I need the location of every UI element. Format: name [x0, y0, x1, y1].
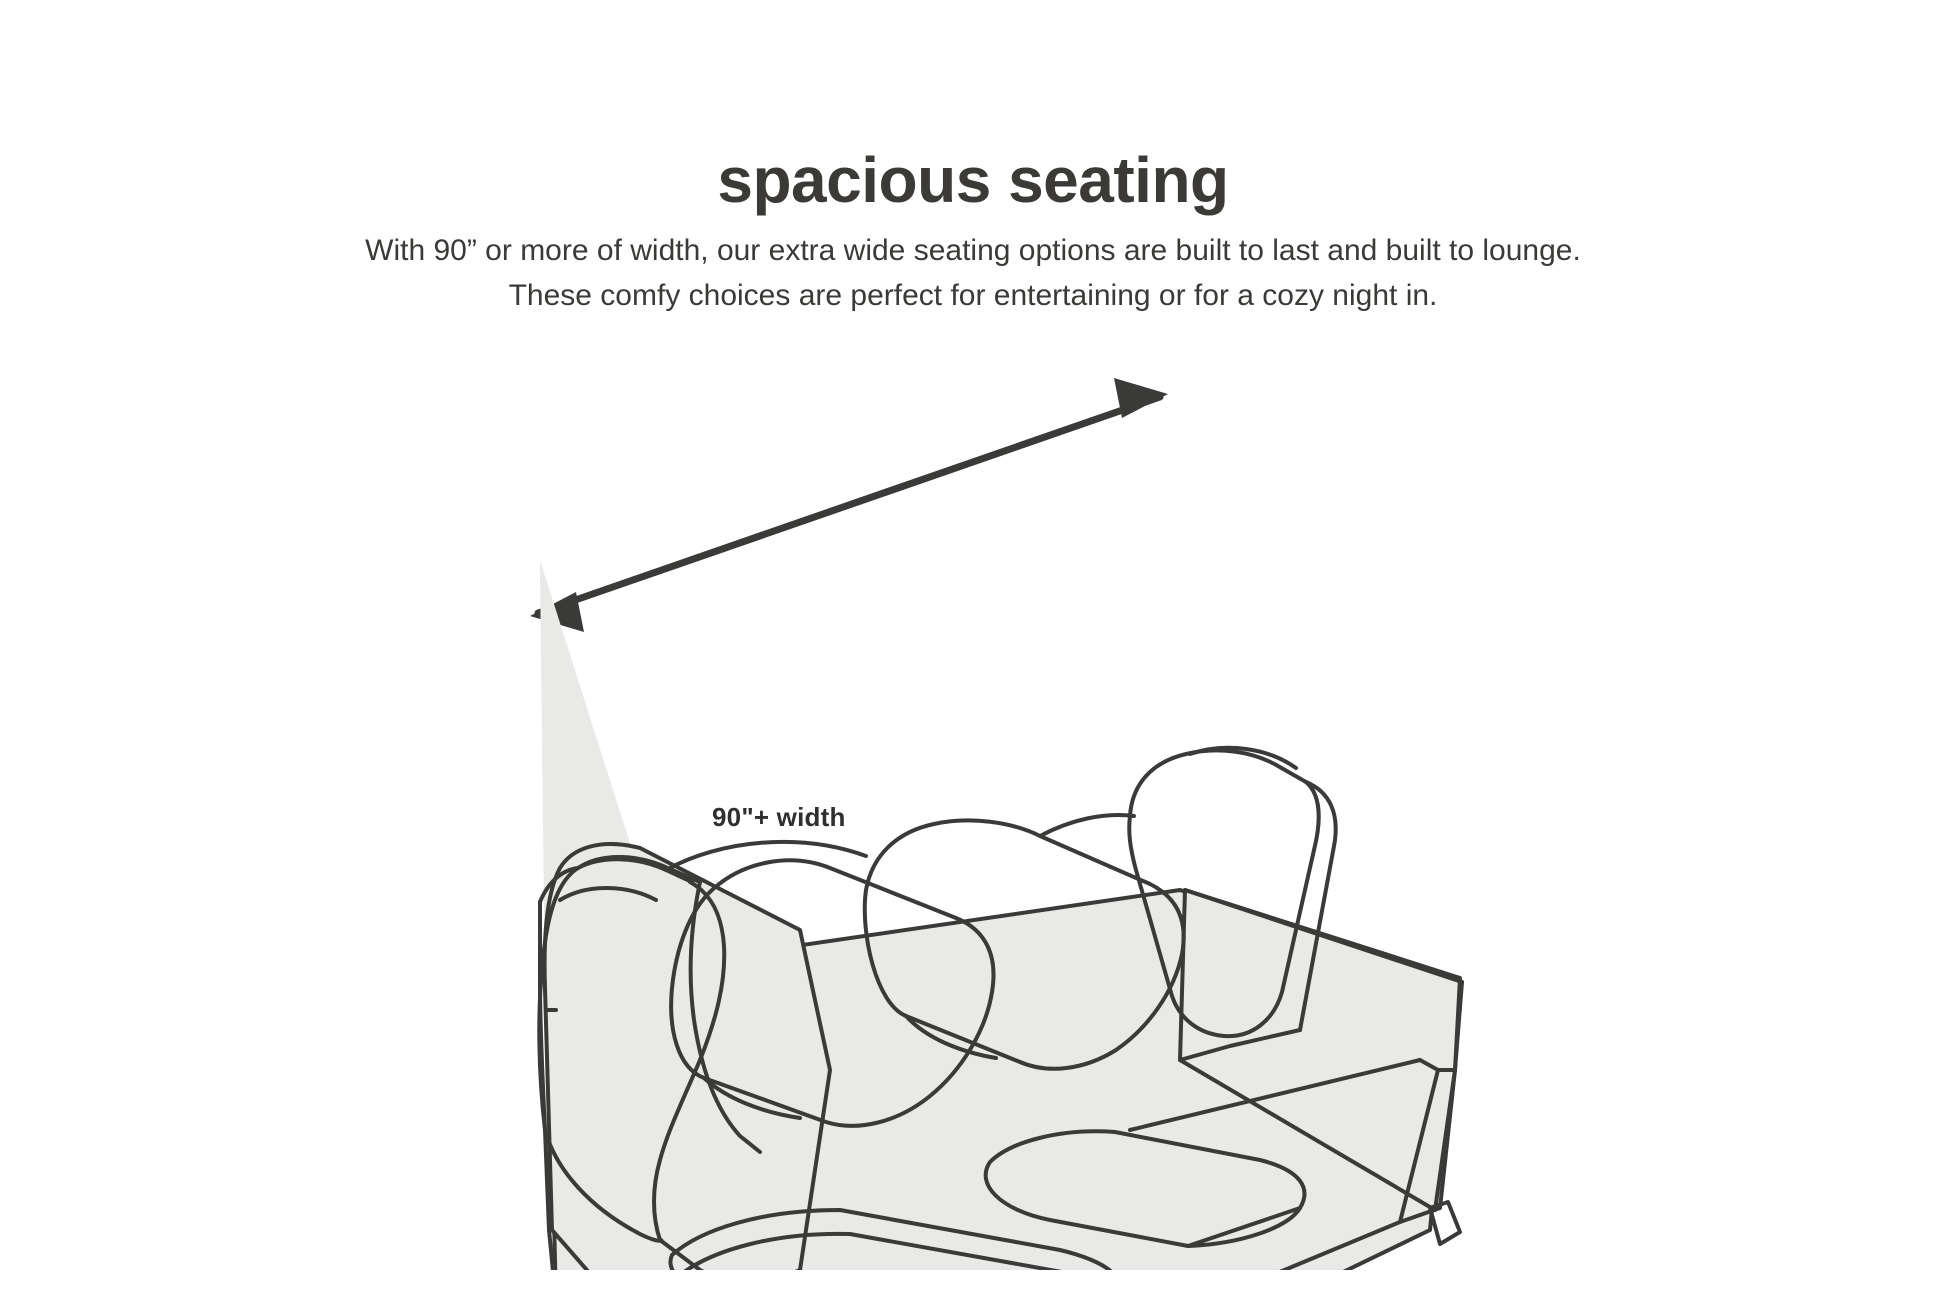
page-title: spacious seating — [717, 143, 1229, 216]
width-dimension-arrow — [530, 378, 1168, 632]
width-dimension-label: 90"+ width — [712, 802, 846, 832]
sofa-illustration — [0, 370, 1946, 1270]
sofa-leg-right — [1430, 1202, 1460, 1244]
page-subtitle-line-2: These comfy choices are perfect for entertaining or for a cozy night in. — [508, 279, 1438, 312]
page-subtitle — [0, 228, 1946, 318]
page-subtitle-line-1: With 90” or more of width, our extra wide seating options are built to last and built to lounge. — [365, 234, 1581, 267]
sofa-line-drawing — [0, 370, 1946, 1270]
